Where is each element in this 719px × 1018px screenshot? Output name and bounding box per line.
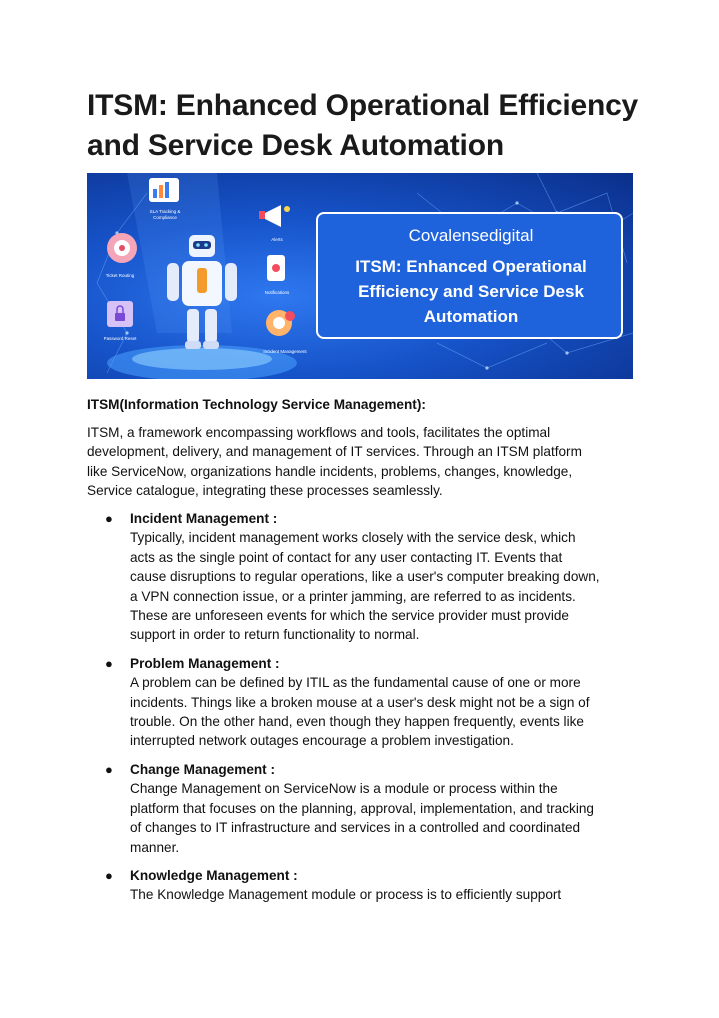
bullet-icon: ●: [105, 761, 113, 777]
sla-tracking-icon: [149, 178, 179, 202]
banner-heading-line-1: ITSM: Enhanced Operational: [355, 257, 587, 276]
item-title: Knowledge Management :: [130, 867, 298, 883]
item-title: Incident Management :: [130, 511, 278, 526]
banner-heading-line-3: Automation: [423, 307, 519, 326]
incident-management-label: Incident Management: [263, 349, 307, 354]
title-line-1: ITSM: Enhanced Operational Efficiency: [87, 89, 639, 122]
title-line-2: and Service Desk Automation: [87, 129, 504, 162]
intro-heading: ITSM(Information Technology Service Management):: [87, 397, 426, 412]
sla-label: SLA Tracking &: [149, 209, 181, 214]
password-reset-label: Password Reset: [103, 336, 137, 341]
item-body: The Knowledge Management module or process is to efficiently support: [130, 887, 562, 903]
item-body: A problem can be defined by ITIL as the fundamental cause of one or more incidents. Things like a broken mouse at a user's desk might not be a sign of trouble. On the other hand, even though they happen frequently, events like interrupted network outages encourage a problem investigation.: [130, 675, 590, 749]
intro-line: ITSM, a framework encompassing workflows and tools, facilitates the optimal: [87, 425, 551, 440]
list-item-change: [87, 760, 647, 857]
banner-heading-line-2: Efficiency and Service Desk: [358, 282, 584, 301]
notifications-icon: [267, 255, 285, 281]
list-item-problem: [87, 654, 647, 751]
itsm-process-list: [87, 509, 647, 905]
banner-image: [87, 173, 633, 379]
brand-logo: Covalensedigital: [408, 226, 534, 245]
bullet-icon: ●: [105, 511, 113, 526]
item-body: Typically, incident management works closely with the service desk, which acts as the single point of contact for any user contacting IT. Events that cause disruptions to regular operations, like a user's computer breaking down, a VPN connection issue, or a printer jamming, are referred to as incidents. These are unforeseen events for which the service provider must provide support in order to return functionality to normal.: [130, 530, 600, 643]
password-reset-icon: [107, 301, 133, 327]
ticket-routing-label: Ticket Routing: [105, 273, 135, 278]
intro-paragraph: [87, 423, 637, 501]
sla-label-2: Compliance: [153, 215, 177, 220]
intro-line: development, delivery, and management of IT services. Through an ITSM platform: [87, 444, 582, 460]
item-body: Change Management on ServiceNow is a module or process within the platform that focuses on the planning, approval, implementation, and tracking of changes to IT infrastructure and services in a controlled and coordinated manner.: [130, 781, 594, 855]
alerts-icon: [259, 205, 290, 227]
list-item-incident: [87, 509, 647, 645]
intro-line: Service catalogue, integrating these processes seamlessly.: [87, 483, 443, 499]
incident-management-icon: [266, 310, 295, 336]
item-title: Problem Management :: [130, 655, 280, 671]
intro-line: like ServiceNow, organizations handle incidents, problems, changes, knowledge,: [87, 463, 573, 479]
item-title: Change Management :: [130, 761, 276, 777]
alerts-label: Alerts: [271, 237, 283, 242]
notifications-label: Notifications: [264, 290, 290, 295]
page-title: [87, 86, 647, 166]
bullet-icon: ●: [105, 867, 113, 883]
bullet-icon: ●: [105, 655, 113, 671]
banner-graphic: [87, 173, 633, 379]
ticket-routing-icon: [107, 233, 137, 263]
list-item-knowledge: [87, 866, 647, 905]
